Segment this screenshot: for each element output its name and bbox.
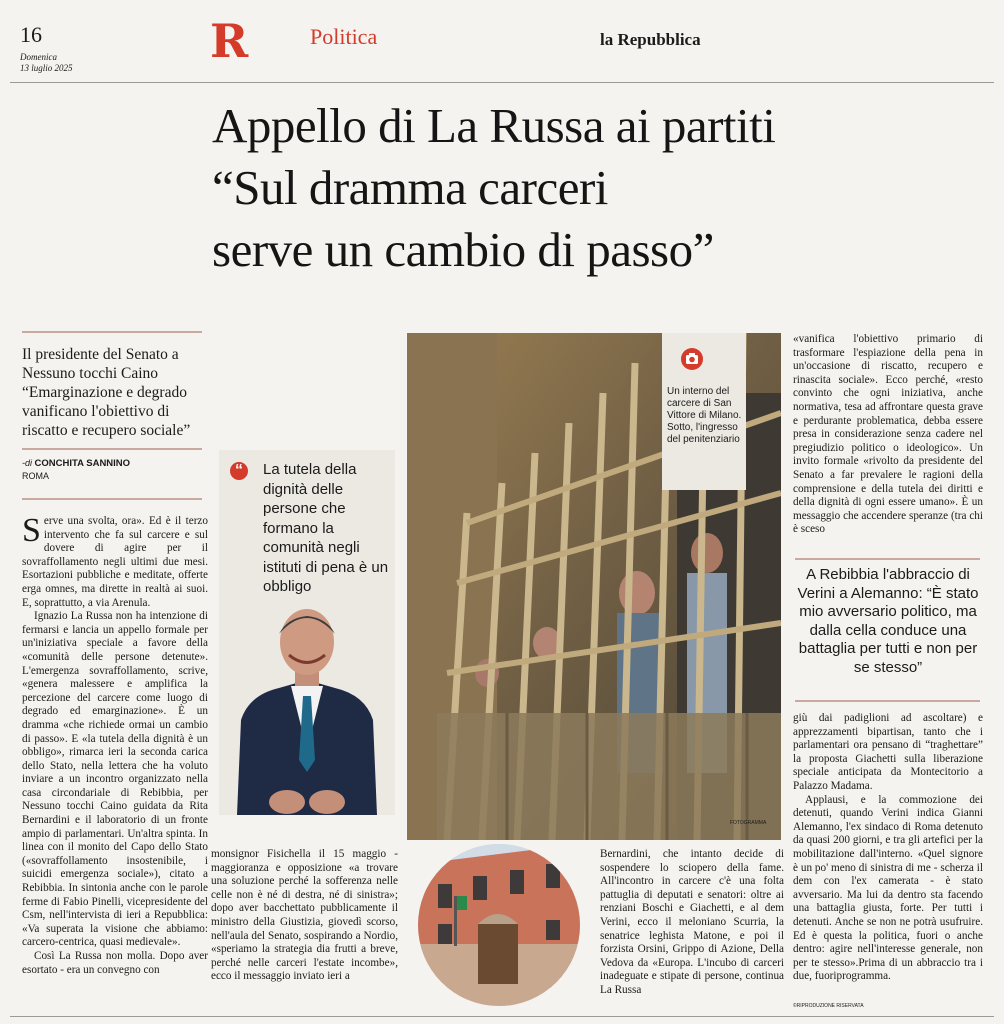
page-number: 16: [20, 22, 42, 47]
photo-credit: FOTOGRAMMA: [730, 820, 767, 826]
newspaper-name: la Repubblica: [600, 30, 701, 49]
dropcap: S: [22, 512, 41, 549]
headline: [212, 95, 992, 281]
section-label: Politica: [310, 24, 378, 49]
headline-line-1: Appello di La Russa ai partiti: [212, 98, 776, 153]
paragraph-2: Ignazio La Russa non ha intenzione di fermarsi e lancia un appello formale per un'iniziativa speciale a favore della «comunità delle persone detenute». L'emergenza sovraffollamento, scrive, «genera malessere e amplifica la percezione del carcere come luogo di degrado ed emarginazione». È un dramma «che richiede ormai un cambio di passo». E «la tutela della dignità è un obbligo», rimarca ieri la seconda carica dello Stato, nella lettera che ha voluto inviare a un incontro organizzato nella casa circondariale di Rebibbia, per Nessuno tocchi Caino guidata da Rita Bernardini e il laboratorio di un fronte ampio di parlamentari. Un'altra spinta. In linea con il monito del Capo dello Stato («sovraffollamento insostenibile, i suicidi emergenza sociale»), citato a Rebibbia. In sintonia anche con le parole ferme di Fabio Pinelli, vicepresidente del Csm, nell'intervista di ieri a Repubblica: «Va superata la visione che abbiamo: carcero-centrica, quasi medievale».: [22, 610, 208, 949]
article-column-1: [22, 512, 208, 977]
pull-quote-text: La tutela della dignità delle persone che formano la comunità negli istituti di pena è un obbligo: [263, 461, 389, 595]
subhead-rule-top: [795, 558, 980, 560]
article-column-3: [600, 848, 784, 998]
paragraph-3: Così La Russa non molla. Dopo aver esortato - era un convegno con: [22, 950, 208, 976]
column-2-text: monsignor Fisichella il 15 maggio - maggioranza e opposizione «a trovare una soluzione perché la sofferenza nelle celle non è né di destra, né di sinistra»; dopo aver bacchettato pubblicamente il ministro della Giustizia, giovedì scorso, nell'aula del Senato, sospirando a Nordio, «speriamo la strategia dia frutti a breve, perché nelle carceri l'estate incombe», ecco il messaggio inviato ieri a: [211, 848, 398, 983]
column-3-text: Bernardini, che intanto decide di sospendere lo sciopero della fame. All'incontro in carcere c'è una folta pattuglia di deputati e senatori: oltre ai renziani Boschi e Giachetti, e al dem Verini, ecco il meloniano Scurria, la senatrice leghista Matone, e poi il forzista Orsini, Grippo di Azione, Della Vedova da «Europa. L'incubo di carceri inadeguate e stipate di persone, continua La Russa: [600, 848, 784, 996]
column-4-top-text: «vanifica l'obiettivo primario di trasformare l'espiazione della pena in un'occasione di riscatto, recupero e rinascita sociale». Ecco perché, «resto convinto che ogni iniziativa, anche normativa, tesa ad affrontare questa grave e perdurante problematica, debba essere presa in considerazione senza cadere nel pregiudizio politico o ideologico». Un invito formale «rivolto da presidente del Senato a far prevalere le ragioni della comprensione e della tutela dei diritti e della dignità di ogni essere umano». È un messaggio che accendere speranze (tra chi è sceso: [793, 333, 983, 536]
summary-rule-bottom: [22, 448, 202, 450]
paragraph-1: erve una svolta, ora». Ed è il terzo intervento che fa sul carcere e sul dovere di agire per il sovraffollamento negli ultimi due mesi. Esortazioni pubbliche e meditate, offerte erga omnes, ma dirette in realtà ai suoi. E, soprattutto, a via Arenula.: [22, 515, 208, 609]
byline-prefix: -di: [22, 458, 33, 468]
headline-line-2: “Sul dramma carceri: [212, 160, 608, 215]
article-column-2: [211, 848, 398, 984]
article-column-4-bottom: [793, 712, 983, 984]
subhead-rule-bottom: [795, 700, 980, 702]
subhead: A Rebibbia l'abbraccio di Verini a Alemanno: “È stato mio avversario politico, ma dalla cella conduce una battaglia per tutti e non per se stesso”: [797, 566, 979, 676]
camera-icon: [681, 348, 703, 370]
la-russa-portrait: [219, 600, 395, 815]
byline-place: ROMA: [22, 471, 49, 481]
prison-entrance-photo: [418, 844, 580, 1006]
footer-divider: [10, 1016, 994, 1017]
summary: Il presidente del Senato a Nessuno tocchi Caino “Emarginazione e degrado vanificano l'obiettivo di riscatto e recupero sociale”: [22, 346, 191, 439]
dateline: [20, 52, 73, 74]
summary-rule-top: [22, 331, 202, 333]
article-column-4-top: [793, 333, 983, 537]
weekday: Domenica: [20, 52, 57, 62]
byline-rule: [22, 498, 202, 500]
column-4-paragraph-2: Applausi, e la commozione dei detenuti, quando Verini indica Gianni Alemanno, l'ex sindaco di Roma detenuto da quasi 200 giorni, e tra gli artefici per la mobilitazione dall'interno. «Quel signore è un po' meno di sinistra di me - scherza il dem con l'ex camerata - è stato avversario. Ma lui da dentro sta facendo una battaglia giusta, forte. Per tutti i detenuti. Anche se non ne potrà usufruire. Ed è questa la politica, fuori o anche dentro: agire nell'interesse generale, non per te stesso».Prima di un abbraccio tra i due, fuoriprogramma.: [793, 793, 983, 983]
quote-mark-icon: “: [230, 462, 248, 480]
headline-line-3: serve un cambio di passo”: [212, 222, 714, 277]
repubblica-logo: R: [210, 14, 249, 68]
photo-caption: Un interno del carcere di San Vittore di Milano. Sotto, l'ingresso del penitenziario: [667, 386, 742, 445]
byline: [22, 457, 130, 483]
date: 13 luglio 2025: [20, 63, 73, 73]
author: CONCHITA SANNINO: [34, 458, 131, 469]
column-4-paragraph-1: giù dai padiglioni ad ascoltare) e apprezzamenti bipartisan, tanto che i parlamentari ora pensano di “traghettare” la proposta Giachetti sulla liberazione speciale anticipata da Montecitorio a Palazzo Madama.: [793, 712, 983, 792]
header-divider: [10, 82, 994, 83]
copyright-notice: ©RIPRODUZIONE RISERVATA: [793, 1003, 864, 1009]
